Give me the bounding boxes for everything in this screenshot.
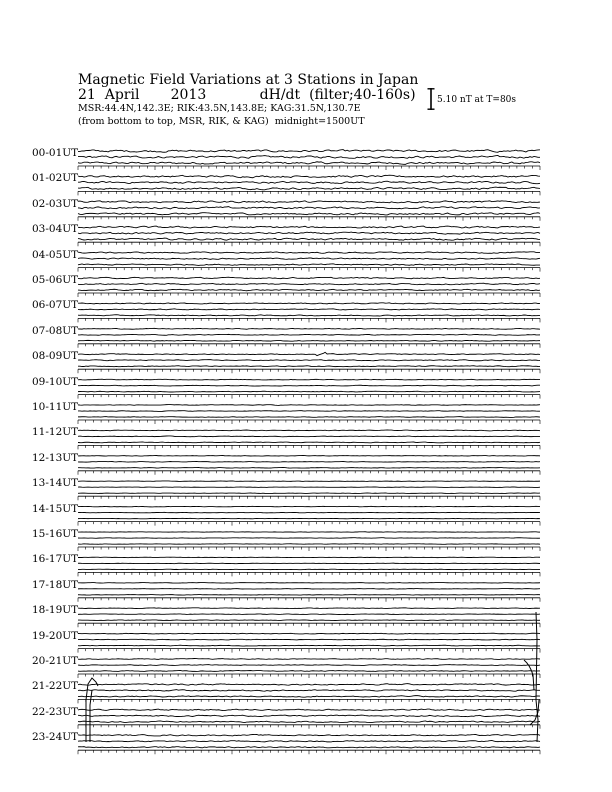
- trace-rik-05-06ut: [78, 283, 540, 285]
- trace-msr-11-12ut: [78, 442, 540, 443]
- trace-msr-18-19ut: [78, 620, 540, 621]
- hour-label-13-14ut: 13-14UT: [32, 477, 79, 490]
- filter-label: (filter;40-160s): [309, 87, 416, 103]
- trace-kag-18-19ut: [78, 608, 540, 609]
- trace-kag-07-08ut: [78, 328, 540, 329]
- trace-msr-16-17ut: [78, 569, 540, 570]
- trace-kag-23-24ut: [78, 734, 540, 736]
- hour-label-09-10ut: 09-10UT: [32, 375, 79, 388]
- trace-kag-22-23ut: [78, 709, 540, 711]
- trace-kag-02-03ut: [78, 201, 540, 203]
- trace-msr-09-10ut: [78, 391, 540, 392]
- trace-rik-06-07ut: [78, 309, 540, 310]
- trace-kag-16-17ut: [78, 557, 540, 558]
- trace-kag-09-10ut: [78, 379, 540, 380]
- trace-rik-08-09ut: [78, 360, 540, 361]
- quantity-label: dH/dt: [259, 87, 301, 103]
- hour-label-10-11ut: 10-11UT: [32, 401, 79, 413]
- trace-msr-21-22ut: [78, 696, 540, 698]
- trace-rik-00-01ut: [78, 155, 540, 158]
- trace-rik-10-11ut: [78, 411, 540, 412]
- trace-msr-19-20ut: [78, 645, 540, 646]
- trace-msr-15-16ut: [78, 544, 540, 545]
- hour-label-03-04ut: 03-04UT: [32, 223, 79, 236]
- hour-label-12-13ut: 12-13UT: [32, 451, 79, 464]
- hour-label-19-20ut: 19-20UT: [32, 629, 79, 642]
- trace-msr-00-01ut: [78, 162, 540, 165]
- trace-rik-20-21ut: [78, 665, 540, 666]
- trace-msr-05-06ut: [78, 289, 540, 291]
- hour-label-15-16ut: 15-16UT: [32, 528, 79, 540]
- spike-right-end: [536, 612, 538, 742]
- trace-msr-22-23ut: [78, 721, 540, 723]
- hour-label-00-01ut: 00-01UT: [32, 147, 79, 159]
- trace-rik-22-23ut: [78, 715, 540, 717]
- trace-msr-20-21ut: [78, 670, 540, 671]
- hour-label-20-21ut: 20-21UT: [32, 655, 79, 667]
- trace-kag-13-14ut: [78, 481, 540, 482]
- trace-rik-12-13ut: [78, 461, 540, 462]
- trace-kag-20-21ut: [78, 659, 540, 660]
- trace-rik-02-03ut: [78, 207, 540, 209]
- trace-rik-09-10ut: [78, 385, 540, 386]
- trace-rik-15-16ut: [78, 538, 540, 539]
- trace-kag-11-12ut: [78, 430, 540, 431]
- trace-msr-04-05ut: [78, 264, 540, 266]
- hour-label-16-17ut: 16-17UT: [32, 553, 79, 566]
- trace-kag-14-15ut: [78, 506, 540, 507]
- trace-rik-19-20ut: [78, 639, 540, 640]
- spike-right-hook: [524, 660, 534, 690]
- trace-rik-01-02ut: [78, 181, 540, 184]
- hour-label-05-06ut: 05-06UT: [32, 274, 79, 286]
- trace-msr-01-02ut: [78, 187, 540, 190]
- trace-msr-23-24ut: [78, 747, 540, 748]
- trace-kag-10-11ut: [78, 405, 540, 406]
- trace-msr-08-09ut: [78, 366, 540, 367]
- hour-label-07-08ut: 07-08UT: [32, 324, 79, 337]
- trace-kag-19-20ut: [78, 633, 540, 634]
- hour-label-01-02ut: 01-02UT: [32, 172, 79, 185]
- hour-label-06-07ut: 06-07UT: [32, 299, 79, 312]
- trace-rik-16-17ut: [78, 563, 540, 564]
- midnight-note: midnight=1500UT: [274, 116, 365, 127]
- hour-label-22-23ut: 22-23UT: [32, 705, 79, 718]
- station-order-note: (from bottom to top, MSR, RIK, & KAG): [78, 116, 269, 127]
- trace-rik-18-19ut: [78, 614, 540, 615]
- trace-kag-08-09ut: [78, 352, 540, 355]
- trace-kag-04-05ut: [78, 252, 540, 253]
- date-year: 2013: [170, 87, 207, 103]
- trace-kag-21-22ut: [78, 684, 540, 686]
- trace-kag-17-18ut: [78, 583, 540, 584]
- hour-label-18-19ut: 18-19UT: [32, 604, 79, 617]
- chart-title: Magnetic Field Variations at 3 Stations in Japan: [78, 72, 419, 88]
- scale-label: 5.10 nT at T=80s: [437, 95, 517, 105]
- trace-kag-05-06ut: [78, 277, 540, 279]
- trace-rik-14-15ut: [78, 512, 540, 513]
- trace-rik-03-04ut: [78, 232, 540, 234]
- trace-kag-00-01ut: [78, 150, 540, 153]
- trace-rik-23-24ut: [78, 741, 540, 742]
- hour-label-08-09ut: 08-09UT: [32, 350, 79, 363]
- trace-kag-03-04ut: [78, 226, 540, 228]
- trace-rik-21-22ut: [78, 690, 540, 692]
- trace-msr-17-18ut: [78, 595, 540, 596]
- trace-msr-07-08ut: [78, 340, 540, 341]
- trace-msr-10-11ut: [78, 417, 540, 418]
- trace-rik-11-12ut: [78, 436, 540, 437]
- trace-msr-12-13ut: [78, 467, 540, 468]
- hour-label-17-18ut: 17-18UT: [32, 578, 79, 591]
- date-day: 21: [78, 87, 96, 103]
- trace-kag-12-13ut: [78, 455, 540, 456]
- hour-label-21-22ut: 21-22UT: [32, 680, 79, 693]
- hour-label-14-15ut: 14-15UT: [32, 502, 79, 515]
- date-month: April: [104, 87, 140, 103]
- hour-label-23-24ut: 23-24UT: [32, 731, 79, 744]
- trace-rik-17-18ut: [78, 589, 540, 590]
- trace-rik-07-08ut: [78, 334, 540, 335]
- trace-msr-03-04ut: [78, 238, 540, 240]
- trace-msr-06-07ut: [78, 315, 540, 316]
- trace-rik-04-05ut: [78, 258, 540, 259]
- trace-kag-01-02ut: [78, 175, 540, 178]
- trace-rik-13-14ut: [78, 487, 540, 488]
- trace-msr-02-03ut: [78, 213, 540, 215]
- station-coords: MSR:44.4N,142.3E; RIK:43.5N,143.8E; KAG:31.5N,130.7E: [78, 103, 361, 114]
- hour-label-11-12ut: 11-12UT: [32, 426, 79, 439]
- trace-kag-06-07ut: [78, 303, 540, 304]
- hour-label-02-03ut: 02-03UT: [32, 197, 79, 210]
- hour-label-04-05ut: 04-05UT: [32, 248, 79, 261]
